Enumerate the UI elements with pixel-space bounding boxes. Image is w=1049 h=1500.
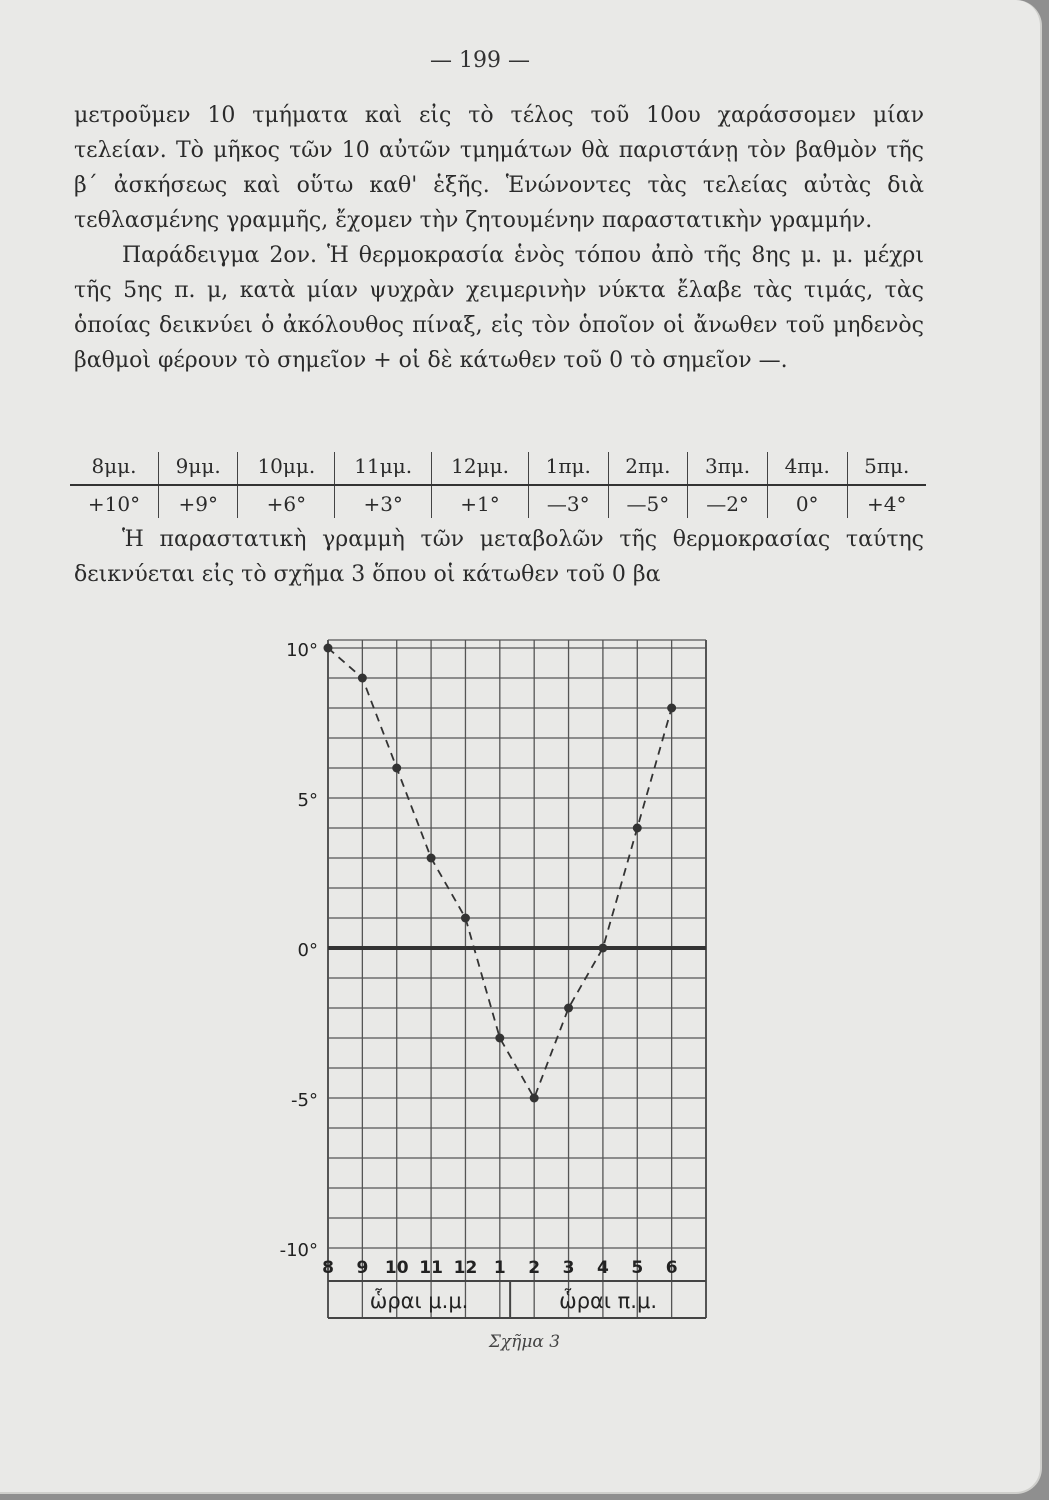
x-tick-label: 11 [419,1258,443,1278]
y-tick-label: 5° [297,790,318,811]
data-point [427,854,436,863]
table-cell: 12μμ. [432,452,529,485]
table-cell: 2πμ. [608,452,688,485]
table-cell: +3° [335,485,432,518]
x-tick-label: 8 [322,1258,334,1278]
table-cell: 3πμ. [688,452,768,485]
x-tick-label: 2 [528,1258,541,1278]
x-tick-label: 9 [356,1258,369,1278]
table-cell: —5° [608,485,688,518]
x-tick-label: 6 [665,1258,678,1278]
data-point [667,704,676,713]
y-tick-label: -5° [291,1090,318,1111]
figure-caption: Σχῆμα 3 [488,1332,561,1352]
body-text [74,98,924,378]
table-cell: +9° [159,485,238,518]
table-cell: 5πμ. [847,452,926,485]
data-point [598,944,607,953]
x-tick-label: 12 [453,1258,478,1278]
table-row-temps [70,485,926,518]
data-point [324,644,333,653]
data-point [564,1004,573,1013]
x-tick-label: 5 [631,1258,644,1278]
temperature-chart [0,600,1049,1330]
x-tick-label: 4 [596,1258,609,1278]
page-number: — 199 — [430,48,530,73]
data-point [358,674,367,683]
paragraph-1: μετροῦμεν 10 τμήματα καὶ εἰς τὸ τέλος τοῦ 10ου χαράσσομεν μίαν τελείαν. Τὸ μῆκος τῶν 10 αὐτῶν τμημάτων θὰ παριστάνῃ τὸν βαθμὸν τῆς β΄ ἀσκήσεως καὶ οὕτω καθ' ἑξῆς. Ἑνώνοντες τὰς τελείας αὐτὰς διὰ τεθλασμένης γραμμῆς, ἔχομεν τὴν ζητουμένην παραστατικὴν γραμμήν. [74,103,924,233]
y-tick-label: 10° [286,640,318,661]
table-cell: +4° [847,485,926,518]
table-row-hours [70,452,926,485]
y-tick-label: 0° [297,940,318,961]
temperature-table [70,452,926,518]
data-point [530,1094,539,1103]
y-tick-label: -10° [279,1240,318,1261]
data-point [461,914,470,923]
paragraph-2: Παράδειγμα 2ον. Ἡ θερμοκρασία ἑνὸς τόπου ἀπὸ τῆς 8ης μ. μ. μέχρι τῆς 5ης π. μ, κατὰ μίαν ψυχρὰν χειμερινὴν νύκτα ἔλαβε τὰς τιμάς, τὰς ὁποίας δεικνύει ὁ ἀκόλουθος πίναξ, εἰς τὸν ὁποῖον οἱ ἄνωθεν τοῦ μηδενὸς βαθμοὶ φέρουν τὸ σημεῖον + οἱ δὲ κάτωθεν τοῦ 0 τὸ σημεῖον —. [74,243,924,373]
table-cell: 4πμ. [767,452,847,485]
table-cell: 9μμ. [159,452,238,485]
table-cell: —2° [688,485,768,518]
x-group-label-pm: ὧραι μ.μ. [369,1289,469,1313]
table-cell: 11μμ. [335,452,432,485]
table-cell: +6° [238,485,335,518]
x-tick-label: 1 [493,1258,506,1278]
table-cell: 1πμ. [528,452,608,485]
data-point [392,764,401,773]
x-tick-label: 10 [384,1258,409,1278]
table-cell: +1° [432,485,529,518]
table-cell: 8μμ. [70,452,159,485]
table-cell: 10μμ. [238,452,335,485]
table-cell: —3° [528,485,608,518]
x-group-label-am: ὧραι π.μ. [559,1289,658,1313]
paragraph-3: Ἡ παραστατικὴ γραμμὴ τῶν μεταβολῶν τῆς θερμοκρασίας ταύτης δεικνύεται εἰς τὸ σχῆμα 3 ὅπου οἱ κάτωθεν τοῦ 0 βα [74,527,924,587]
data-point [495,1034,504,1043]
data-point [633,824,642,833]
table-cell: 0° [767,485,847,518]
x-tick-label: 3 [562,1258,575,1278]
table-cell: +10° [87,492,141,516]
